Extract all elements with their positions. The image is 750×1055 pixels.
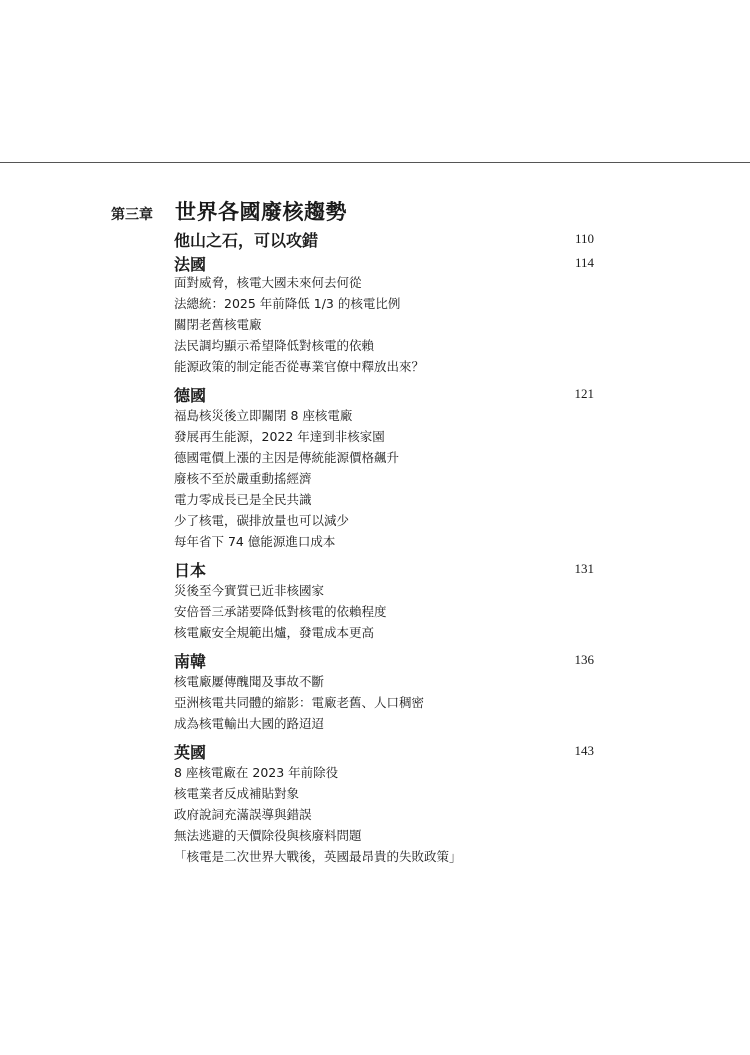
toc-entry[interactable] xyxy=(174,558,594,580)
toc-entry[interactable] xyxy=(174,228,594,250)
toc-subitem[interactable]: 面對威脅，核電大國未來何去何從 xyxy=(174,275,362,290)
toc-subitem[interactable]: 德國電價上漲的主因是傳統能源價格飆升 xyxy=(174,450,400,465)
section-title: 德國 xyxy=(174,385,207,405)
toc-subitem[interactable]: 關閉老舊核電廠 xyxy=(174,317,262,332)
section-title: 英國 xyxy=(174,742,207,762)
chapter-heading xyxy=(111,196,347,226)
chapter-title: 世界各國廢核趨勢 xyxy=(175,199,347,224)
page-number: 136 xyxy=(574,652,594,667)
toc-subitem[interactable]: 亞洲核電共同體的縮影：電廠老舊、人口稠密 xyxy=(174,695,425,710)
toc-subitem[interactable]: 法總統：2025 年前降低 1/3 的核電比例 xyxy=(174,296,401,311)
toc-subitem[interactable]: 每年省下 74 億能源進口成本 xyxy=(174,534,336,549)
toc-subitem[interactable]: 核電業者反成補貼對象 xyxy=(174,786,300,801)
chapter-label: 第三章 xyxy=(111,207,153,223)
page-number: 143 xyxy=(574,743,594,758)
page-number: 131 xyxy=(574,561,594,576)
toc-subitem[interactable]: 「核電是二次世界大戰後，英國最昂貴的失敗政策」 xyxy=(174,849,462,864)
toc-subitem[interactable]: 成為核電輸出大國的路迢迢 xyxy=(174,716,325,731)
toc-subitem[interactable]: 核電廠屢傳醜聞及事故不斷 xyxy=(174,674,325,689)
toc-entry[interactable] xyxy=(174,252,594,274)
page-number: 114 xyxy=(574,255,594,270)
top-divider xyxy=(0,162,750,163)
page-number: 110 xyxy=(574,231,594,246)
toc-subitem[interactable]: 無法逃避的天價除役與核廢料問題 xyxy=(174,828,362,843)
toc-subitem[interactable]: 核電廠安全規範出爐，發電成本更高 xyxy=(174,625,375,640)
page-number: 121 xyxy=(574,386,594,401)
toc-entry[interactable] xyxy=(174,383,594,405)
toc-subitem[interactable]: 法民調均顯示希望降低對核電的依賴 xyxy=(174,338,375,353)
toc-subitem[interactable]: 災後至今實質已近非核國家 xyxy=(174,583,325,598)
toc-entry[interactable] xyxy=(174,740,594,762)
toc-subitem[interactable]: 福島核災後立即關閉 8 座核電廠 xyxy=(174,408,353,423)
toc-entry[interactable] xyxy=(174,649,594,671)
toc-subitem[interactable]: 8 座核電廠在 2023 年前除役 xyxy=(174,765,339,780)
toc-subitem[interactable]: 政府說詞充滿誤導與錯誤 xyxy=(174,807,312,822)
section-title: 南韓 xyxy=(174,651,207,671)
section-title: 法國 xyxy=(174,254,207,274)
section-title: 日本 xyxy=(174,560,207,580)
toc-subitem[interactable]: 安倍晉三承諾要降低對核電的依賴程度 xyxy=(174,604,387,619)
section-title: 他山之石，可以攻錯 xyxy=(174,230,319,250)
toc-subitem[interactable]: 發展再生能源，2022 年達到非核家園 xyxy=(174,429,385,444)
toc-subitem[interactable]: 能源政策的制定能否從專業官僚中釋放出來？ xyxy=(174,359,425,374)
toc-subitem[interactable]: 電力零成長已是全民共識 xyxy=(174,492,312,507)
toc-subitem[interactable]: 少了核電，碳排放量也可以減少 xyxy=(174,513,350,528)
toc-subitem[interactable]: 廢核不至於嚴重動搖經濟 xyxy=(174,471,312,486)
